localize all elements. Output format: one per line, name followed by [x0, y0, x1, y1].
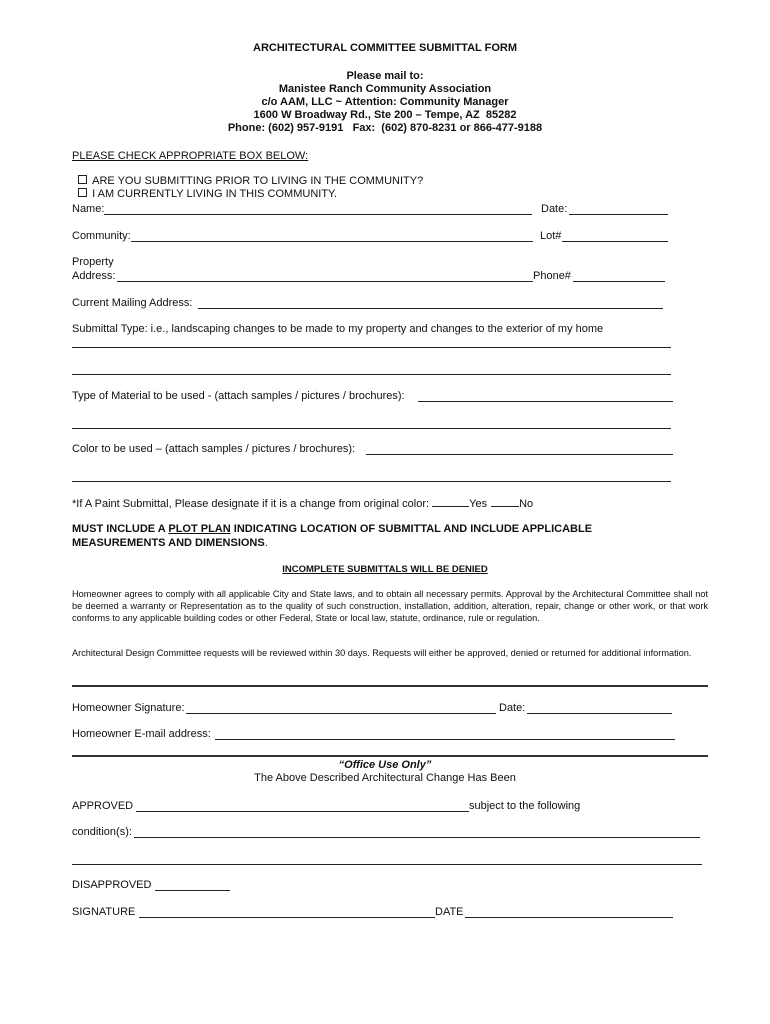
office-date-field[interactable]: [465, 917, 673, 918]
color-field[interactable]: [366, 454, 673, 455]
office-use-title: “Office Use Only”: [338, 759, 432, 771]
date-field[interactable]: [569, 214, 668, 215]
signature-date-label: Date:: [499, 702, 526, 714]
plot-plan-emphasis: PLOT PLAN: [168, 523, 231, 535]
association-name: Manistee Ranch Community Association: [278, 83, 492, 95]
disapproved-label: DISAPPROVED: [72, 879, 152, 891]
option-current-label: I AM CURRENTLY LIVING IN THIS COMMUNITY.: [92, 188, 338, 200]
name-field[interactable]: [104, 214, 532, 215]
compliance-paragraph: Homeowner agrees to comply with all applicable City and State laws, and to obtain all necessary permits. Approval by the Architectural Committee shall not be deemed a warranty or Representation as to the quality of such construction, installation, addition, alteration, repair, change or other work, or that work conforms to any applicable building codes or other Federal, State or local law, statute, ordinance, rule or regulation.: [72, 589, 708, 623]
property-label: Property: [72, 256, 114, 268]
homeowner-signature-label: Homeowner Signature:: [72, 702, 185, 714]
measurements-notice: [72, 537, 268, 549]
date-label: Date:: [541, 203, 568, 215]
form-title: ARCHITECTURAL COMMITTEE SUBMITTAL FORM: [253, 42, 517, 54]
review-paragraph: Architectural Design Committee requests will be reviewed within 30 days. Requests will either be approved, denied or returned for additional information.: [72, 648, 692, 658]
homeowner-signature-field[interactable]: [186, 713, 496, 714]
subject-text: subject to the following: [469, 800, 581, 812]
office-date-label: DATE: [435, 906, 464, 918]
paint-submittal-label: *If A Paint Submittal, Please designate if it is a change from original color:: [72, 498, 433, 510]
submittal-type-line-2[interactable]: [72, 374, 671, 375]
paint-submittal-row: [72, 497, 533, 510]
phone-field[interactable]: [573, 281, 665, 282]
no-blank[interactable]: [491, 497, 519, 507]
address-label: Address:: [72, 270, 116, 282]
submittal-type-label: Submittal Type: i.e., landscaping changes to be made to my property and changes to the exterior of my home: [72, 323, 604, 335]
conditions-line-2[interactable]: [72, 864, 702, 865]
section-divider-2: [72, 755, 708, 757]
community-field[interactable]: [131, 241, 533, 242]
conditions-field[interactable]: [134, 837, 700, 838]
measurements-text: MEASUREMENTS AND DIMENSIONS: [72, 537, 265, 549]
yes-blank[interactable]: [432, 497, 469, 507]
attention-line: c/o AAM, LLC ~ Attention: Community Manager: [261, 96, 509, 108]
submittal-type-line-1[interactable]: [72, 347, 671, 348]
phone-label: Phone#: [533, 270, 571, 282]
approved-field[interactable]: [136, 811, 469, 812]
checkbox-current[interactable]: [78, 188, 87, 197]
material-label: Type of Material to be used - (attach samples / pictures / brochures):: [72, 390, 405, 402]
conditions-label: condition(s):: [72, 826, 132, 838]
name-label: Name:: [72, 203, 105, 215]
material-field[interactable]: [418, 401, 673, 402]
office-signature-label: SIGNATURE: [72, 906, 136, 918]
community-label: Community:: [72, 230, 131, 242]
lot-label: Lot#: [540, 230, 562, 242]
office-signature-field[interactable]: [139, 917, 435, 918]
color-label: Color to be used – (attach samples / pictures / brochures):: [72, 443, 356, 455]
section-divider-1: [72, 685, 708, 687]
signature-date-field[interactable]: [527, 713, 672, 714]
approved-label: APPROVED: [72, 800, 134, 812]
measurements-period: .: [264, 537, 268, 549]
mailing-address: 1600 W Broadway Rd., Ste 200 – Tempe, AZ 85282: [253, 109, 517, 121]
color-line-2[interactable]: [72, 481, 671, 482]
incomplete-warning: INCOMPLETE SUBMITTALS WILL BE DENIED: [282, 564, 488, 575]
notice-text-2: INDICATING LOCATION OF SUBMITTAL AND INCLUDE APPLICABLE: [230, 523, 593, 535]
mail-label: Please mail to:: [346, 70, 424, 82]
disapproved-field[interactable]: [155, 890, 230, 891]
address-field[interactable]: [117, 281, 533, 282]
option-prior-label: ARE YOU SUBMITTING PRIOR TO LIVING IN THE COMMUNITY?: [92, 175, 424, 187]
option-currently-living[interactable]: [72, 176, 337, 200]
lot-field[interactable]: [562, 241, 668, 242]
plot-plan-notice: [72, 523, 592, 535]
mailing-address-field[interactable]: [198, 308, 663, 309]
no-label: No: [519, 498, 534, 510]
notice-text-1: MUST INCLUDE A: [72, 523, 169, 535]
check-heading: PLEASE CHECK APPROPRIATE BOX BELOW:: [72, 150, 309, 162]
mailing-address-label: Current Mailing Address:: [72, 297, 193, 309]
homeowner-email-label: Homeowner E-mail address:: [72, 728, 211, 740]
yes-label: Yes: [469, 498, 488, 510]
office-use-subtitle: The Above Described Architectural Change Has Been: [254, 772, 516, 784]
material-line-2[interactable]: [72, 428, 671, 429]
homeowner-email-field[interactable]: [215, 739, 675, 740]
phone-fax: Phone: (602) 957-9191 Fax: (602) 870-8231 or 866-477-9188: [227, 122, 543, 134]
